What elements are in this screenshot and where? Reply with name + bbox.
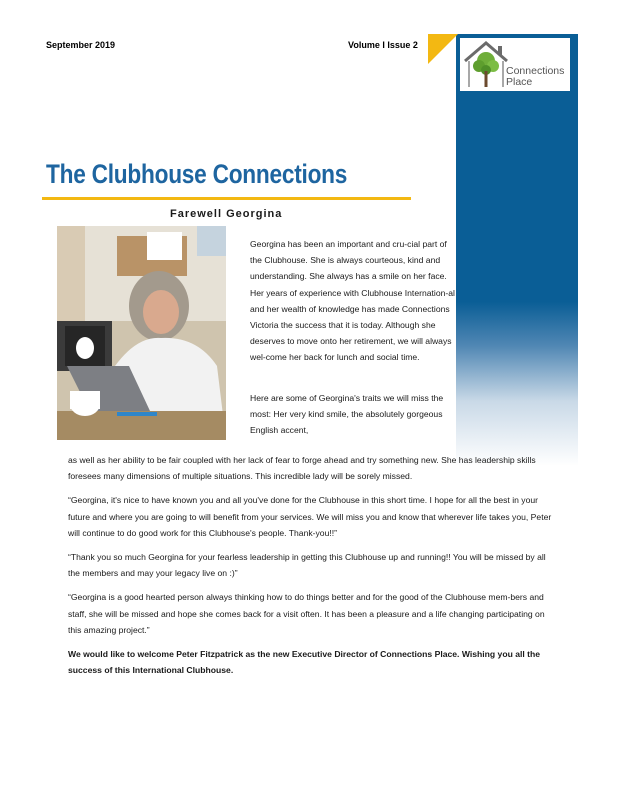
- section-subtitle: Farewell Georgina: [170, 208, 283, 220]
- title-underline: [42, 197, 411, 200]
- quote-paragraph: “Georgina is a good hearted person always thinking how to do things better and for the good of the Clubhouse mem-bers and staff, she will be missed and hope she comes back for a visit often. It has been a pleasure and a life changing participating on this amazing project.”: [68, 592, 545, 635]
- quote-paragraph: “Thank you so much Georgina for your fearless leadership in getting this Clubhouse up and running!! You will be missed by all the members and may your legacy live on :)”: [68, 552, 546, 579]
- portrait-photo: [57, 226, 226, 440]
- logo-line-2: Place: [506, 76, 533, 88]
- issue-date: September 2019: [46, 40, 116, 50]
- traits-intro: Here are some of Georgina's traits we will miss the most: Her very kind smile, the absolutely gorgeous English accent,: [250, 393, 444, 436]
- house-tree-icon: [462, 39, 512, 91]
- welcome-paragraph: We would like to welcome Peter Fitzpatrick as the new Executive Director of Connections Place. Wishing you all the success of this International Clubhouse.: [68, 649, 541, 676]
- article-body: [68, 452, 558, 686]
- logo-text: [506, 66, 564, 88]
- traits-continued: as well as her ability to be fair coupled with her lack of fear to forge ahead and try something new. She has leadership skills foresees many dimensions of multiple situations. This incredible lady will be sorely missed.: [68, 455, 536, 482]
- issue-volume: Volume I Issue 2: [348, 40, 418, 50]
- corner-accent: [428, 34, 458, 64]
- quote-paragraph: “Georgina, it's nice to have known you and all you've done for the Clubhouse in this short time. I hope for all the best in your future and where you are going to will benefit from your services. We will miss you and know that wherever life takes you, Peter will continue to do good work for this Clubhouse's people. Thank-you!!”: [68, 495, 552, 538]
- intro-paragraph: Georgina has been an important and cru-cial part of the Clubhouse. She is always courteous, kind and understanding. She always has a smile on her face. Her years of experience with Clubhouse Internation-al and her wealth of knowledge has made Connections Victoria the success that it is today. Although she deserves to move onto her retirement, we will always wel-come her back for lunch and social time.: [250, 239, 455, 363]
- page-title: The Clubhouse Connections: [46, 159, 348, 189]
- logo-line-1: Connections: [506, 65, 565, 77]
- sidebar-gradient: [456, 34, 578, 466]
